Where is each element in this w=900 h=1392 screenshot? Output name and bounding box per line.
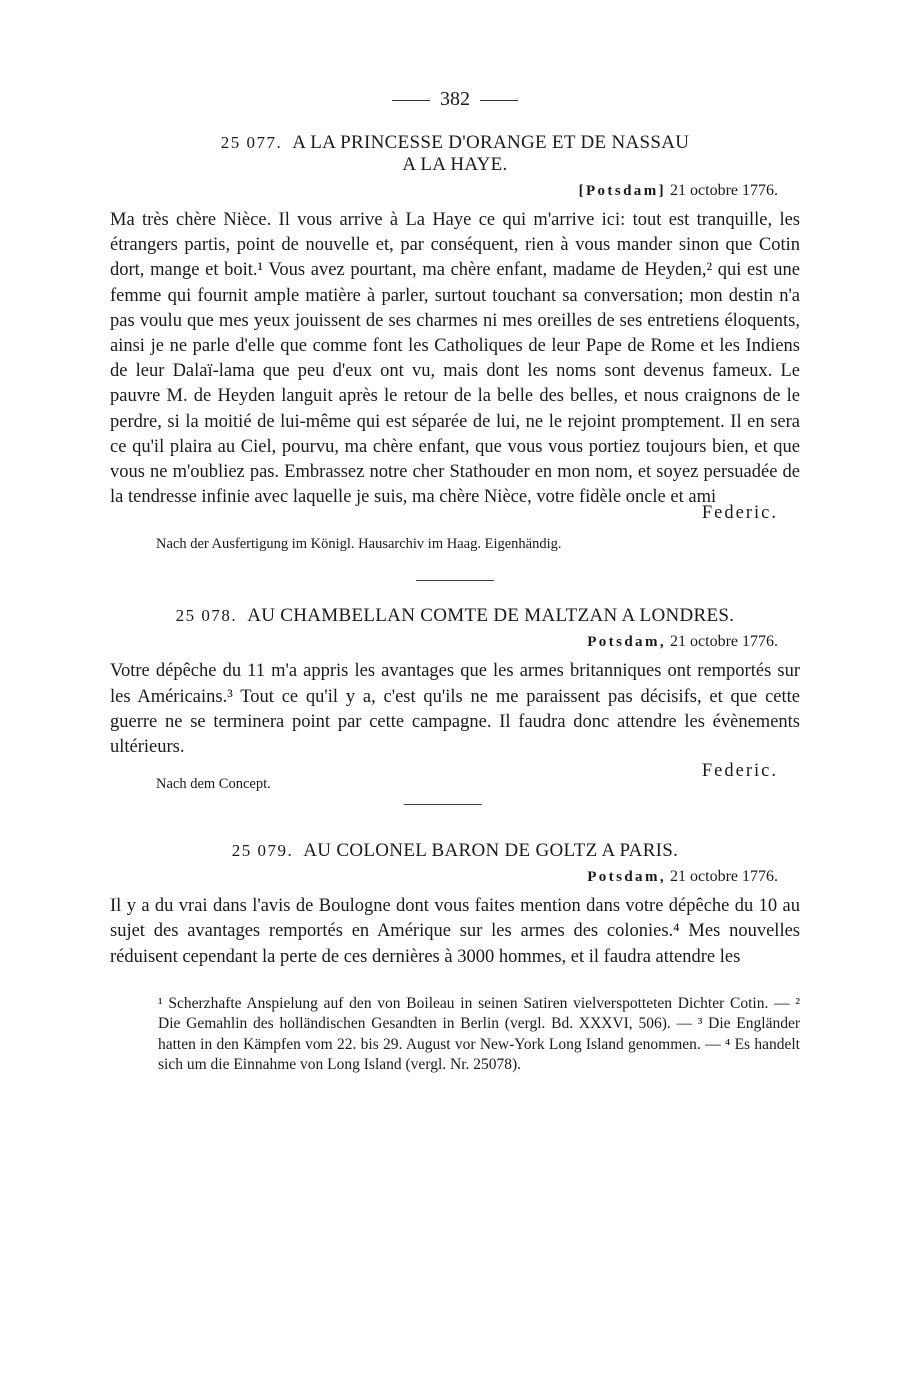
opening-word: Votre (110, 661, 150, 682)
letter-body (110, 894, 800, 970)
letter-body-text: très chère Nièce. Il vous arrive à La Haye ce qui m'arrive ici: tout est tranquille, les étrangers partis, point de nouvelle et, par conséquent, rien à vous mander sinon que Cotin dort, mange et boit.¹ Vous avez pourtant, ma chère enfant, madame de Heyden,² qui est une femme qui fournit ample matière à parler, surtout touchant sa conversation; mon destin n'a pas voulu que mes yeux jouissent de ses charmes ni mes oreilles de ses entretiens éloquents, ainsi je ne parle d'elle que comme font les Catholiques de leur Pape de Rome et les Indiens de leur Dalaï-lama que peu d'eux ont vu, mais dont les noms sont devenus fameux. Le pauvre M. de Heyden languit après le retour de la belle des belles, et nous craignons de le perdre, si la moitié de lui-même qui est séparée de lui, ne le rejoint promptement. Il en sera ce qu'il plaira au Ciel, pourvu, ma chère enfant, que vous vous portiez toujours bien, et que vous ne m'oubliez pas. Embrassez notre cher Stathouder en mon nom, et soyez persuadée de la tendresse infinie avec laquelle je suis, ma chère Nièce, votre fidèle oncle et ami (110, 210, 800, 508)
date-place: [Potsdam] (578, 183, 667, 199)
date: 21 octobre 1776. (670, 182, 778, 199)
letter-title (110, 840, 800, 862)
letter-title (110, 605, 800, 627)
page-number: 382 (440, 88, 470, 110)
dash-left (392, 100, 430, 101)
date: 21 octobre 1776. (670, 633, 778, 651)
letter-body-text: dépêche du 11 m'a appris les avantages que les armes britanniques ont remportés sur les Américains.³ Tout ce qu'il y a, c'est qu'ils ne me paraissent pas décisifs, et que cette guerre ne se terminera point par cette campagne. Il faudra donc attendre les évènements ultérieurs. (110, 661, 800, 758)
source-note: Nach der Ausfertigung im Königl. Hausarchiv im Haag. Eigenhändig. (156, 536, 562, 553)
date-place: Potsdam, (587, 869, 667, 886)
letter-title-line1: AU CHAMBELLAN COMTE DE MALTZAN A LONDRES. (247, 605, 735, 627)
letter-body (110, 659, 800, 760)
letter-25079 (110, 840, 800, 970)
letter-title (110, 132, 800, 176)
signature: Federic. (701, 503, 778, 524)
signature-row (110, 760, 800, 793)
letter-body (110, 208, 800, 510)
letter-title-line1: AU COLONEL BARON DE GOLTZ A PARIS. (303, 840, 679, 862)
opening-word: Ma (110, 210, 135, 230)
date: 21 octobre 1776. (670, 868, 778, 886)
section-divider (404, 804, 482, 805)
signature: Federic. (701, 761, 778, 782)
letter-title-line2: A LA HAYE. (402, 154, 508, 175)
book-page (110, 84, 800, 1076)
running-head (110, 84, 800, 114)
footnote-text: ¹ Scherzhafte Anspielung auf den von Boileau in seinen Satiren vielverspotteten Dichter Cotin. — ² Die Gemahlin des holländischen Gesandten in Berlin (vergl. Bd. XXXVI, 506). — ³ Die Engländer hatten in den Kämpfen vom 22. bis 29. August vor New-York Long Island genommen. — ⁴ Es handelt sich um die Einnahme von Long Island (vergl. Nr. 25078). (158, 994, 800, 1074)
source-note: Nach dem Concept. (156, 776, 271, 793)
dateline (110, 866, 800, 888)
letter-25078 (110, 605, 800, 793)
date-place: Potsdam, (587, 634, 667, 651)
dash-right (480, 100, 518, 101)
letter-title-line1: A LA PRINCESSE D'ORANGE ET DE NASSAU (292, 132, 690, 153)
opening-word: Il (110, 896, 122, 917)
spacer (110, 788, 800, 840)
letter-body-text: y a du vrai dans l'avis de Boulogne dont vous faites mention dans votre dépêche du 10 au sujet des avantages remportés en Amérique sur les armes des colonies.⁴ Mes nouvelles réduisent cependant la perte de ces dernières à 3000 hommes, et il faudra attendre les (110, 896, 800, 967)
letter-25077 (110, 132, 800, 554)
footnotes (110, 994, 800, 1076)
dateline (110, 180, 800, 202)
letter-number: 25 078. (175, 606, 238, 626)
dateline (110, 631, 800, 653)
section-divider (416, 580, 494, 581)
letter-number: 25 079. (231, 841, 294, 861)
letter-number: 25 077. (220, 133, 283, 152)
